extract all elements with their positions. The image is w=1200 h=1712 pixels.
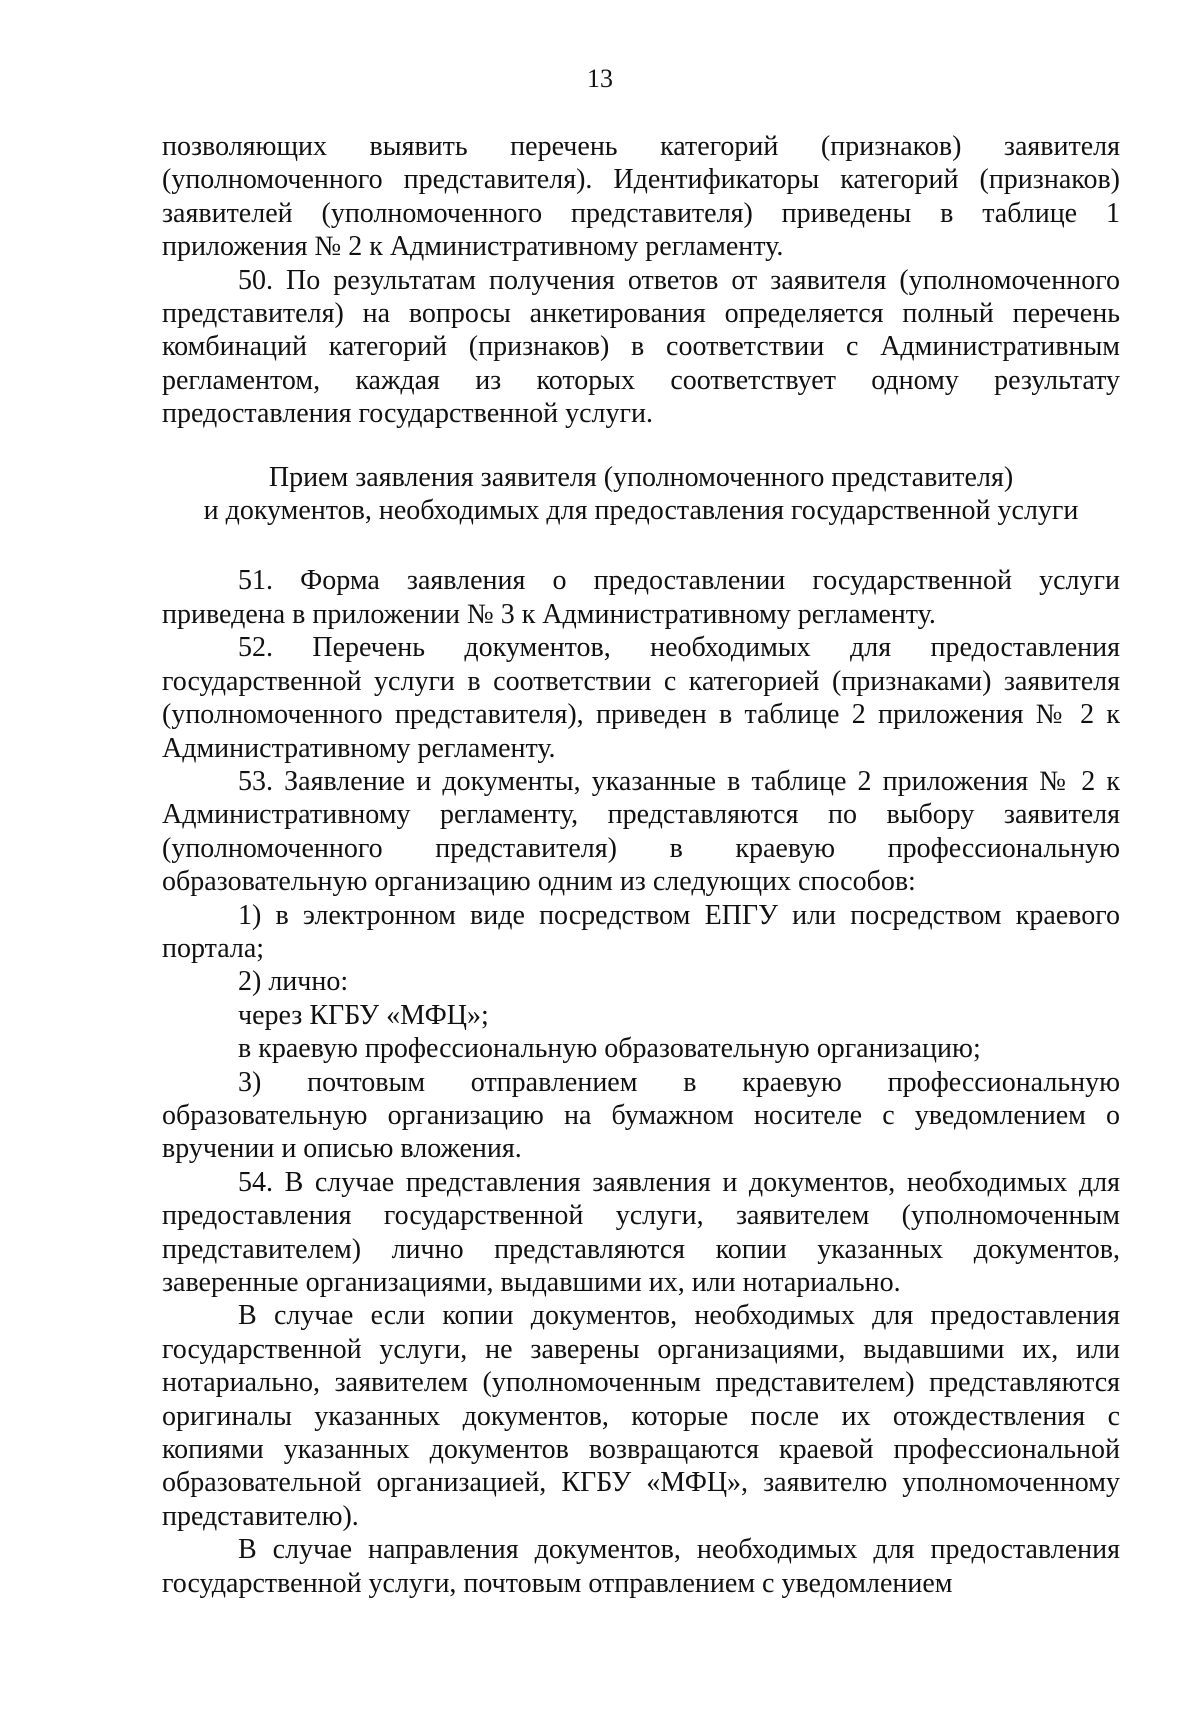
section-heading-line-2: и документов, необходимых для предоставления государственной услуги <box>203 495 1079 527</box>
document-body <box>162 130 1120 1600</box>
paragraph-54: 54. В случае представления заявления и документов, необходимых для предоставления государственной услуги, заявителем (уполномоченным представителем) лично представляются копии указанных документов, заверенные организациями, выдавшими их, или нотариально. <box>162 1166 1120 1298</box>
paragraph-54-b: В случае направления документов, необходимых для предоставления государственной услуги, почтовым отправлением с уведомлением <box>162 1534 1120 1599</box>
paragraph-54-a: В случае если копии документов, необходимых для предоставления государственной услуги, не заверены организациями, выдавшими их, или нотариально, заявителем (уполномоченным представителем) представляются оригиналы указанных документов, которые после их отождествления с копиями указанных документов возвращаются краевой профессиональной образовательной организацией, КГБУ «МФЦ», заявителю уполномоченному представителю). <box>162 1300 1120 1532</box>
list-item-53-2: 2) лично: <box>238 966 349 998</box>
section-heading <box>162 461 1120 528</box>
page-number: 13 <box>587 64 613 93</box>
list-item-53-2a: через КГБУ «МФЦ»; <box>238 999 489 1031</box>
list-item-53-2b: в краевую профессиональную образовательную организацию; <box>238 1033 981 1065</box>
paragraph-50: 50. По результатам получения ответов от заявителя (уполномоченного представителя) на вопросы анкетирования определяется полный перечень комбинаций категорий (признаков) в соответствии с Административным регламентом, каждая из которых соответствует одному результату предоставления государственной услуги. <box>162 264 1120 430</box>
paragraph-continuation: позволяющих выявить перечень категорий (признаков) заявителя (уполномоченного представителя). Идентификаторы категорий (признаков) заявителей (уполномоченного представителя) приведены в таблице 1 приложения № 2 к Административному регламенту. <box>162 131 1120 263</box>
paragraph-52: 52. Перечень документов, необходимых для предоставления государственной услуги в соответствии с категорией (признаками) заявителя (уполномоченного представителя), приведен в таблице 2 приложения № 2 к Административному регламенту. <box>162 632 1120 764</box>
paragraph-51: 51. Форма заявления о предоставлении государственной услуги приведена в приложении № 3 к Административному регламенту. <box>162 565 1120 630</box>
list-item-53-3: 3) почтовым отправлением в краевую профессиональную образовательную организацию на бумажном носителе с уведомлением о вручении и описью вложения. <box>162 1066 1120 1165</box>
paragraph-53: 53. Заявление и документы, указанные в таблице 2 приложения № 2 к Административному регламенту, представляются по выбору заявителя (уполномоченного представителя) в краевую профессиональную образовательную организацию одним из следующих способов: <box>162 765 1120 898</box>
list-item-53-1: 1) в электронном виде посредством ЕПГУ или посредством краевого портала; <box>162 899 1120 964</box>
section-heading-line-1: Прием заявления заявителя (уполномоченного представителя) <box>268 461 1014 493</box>
